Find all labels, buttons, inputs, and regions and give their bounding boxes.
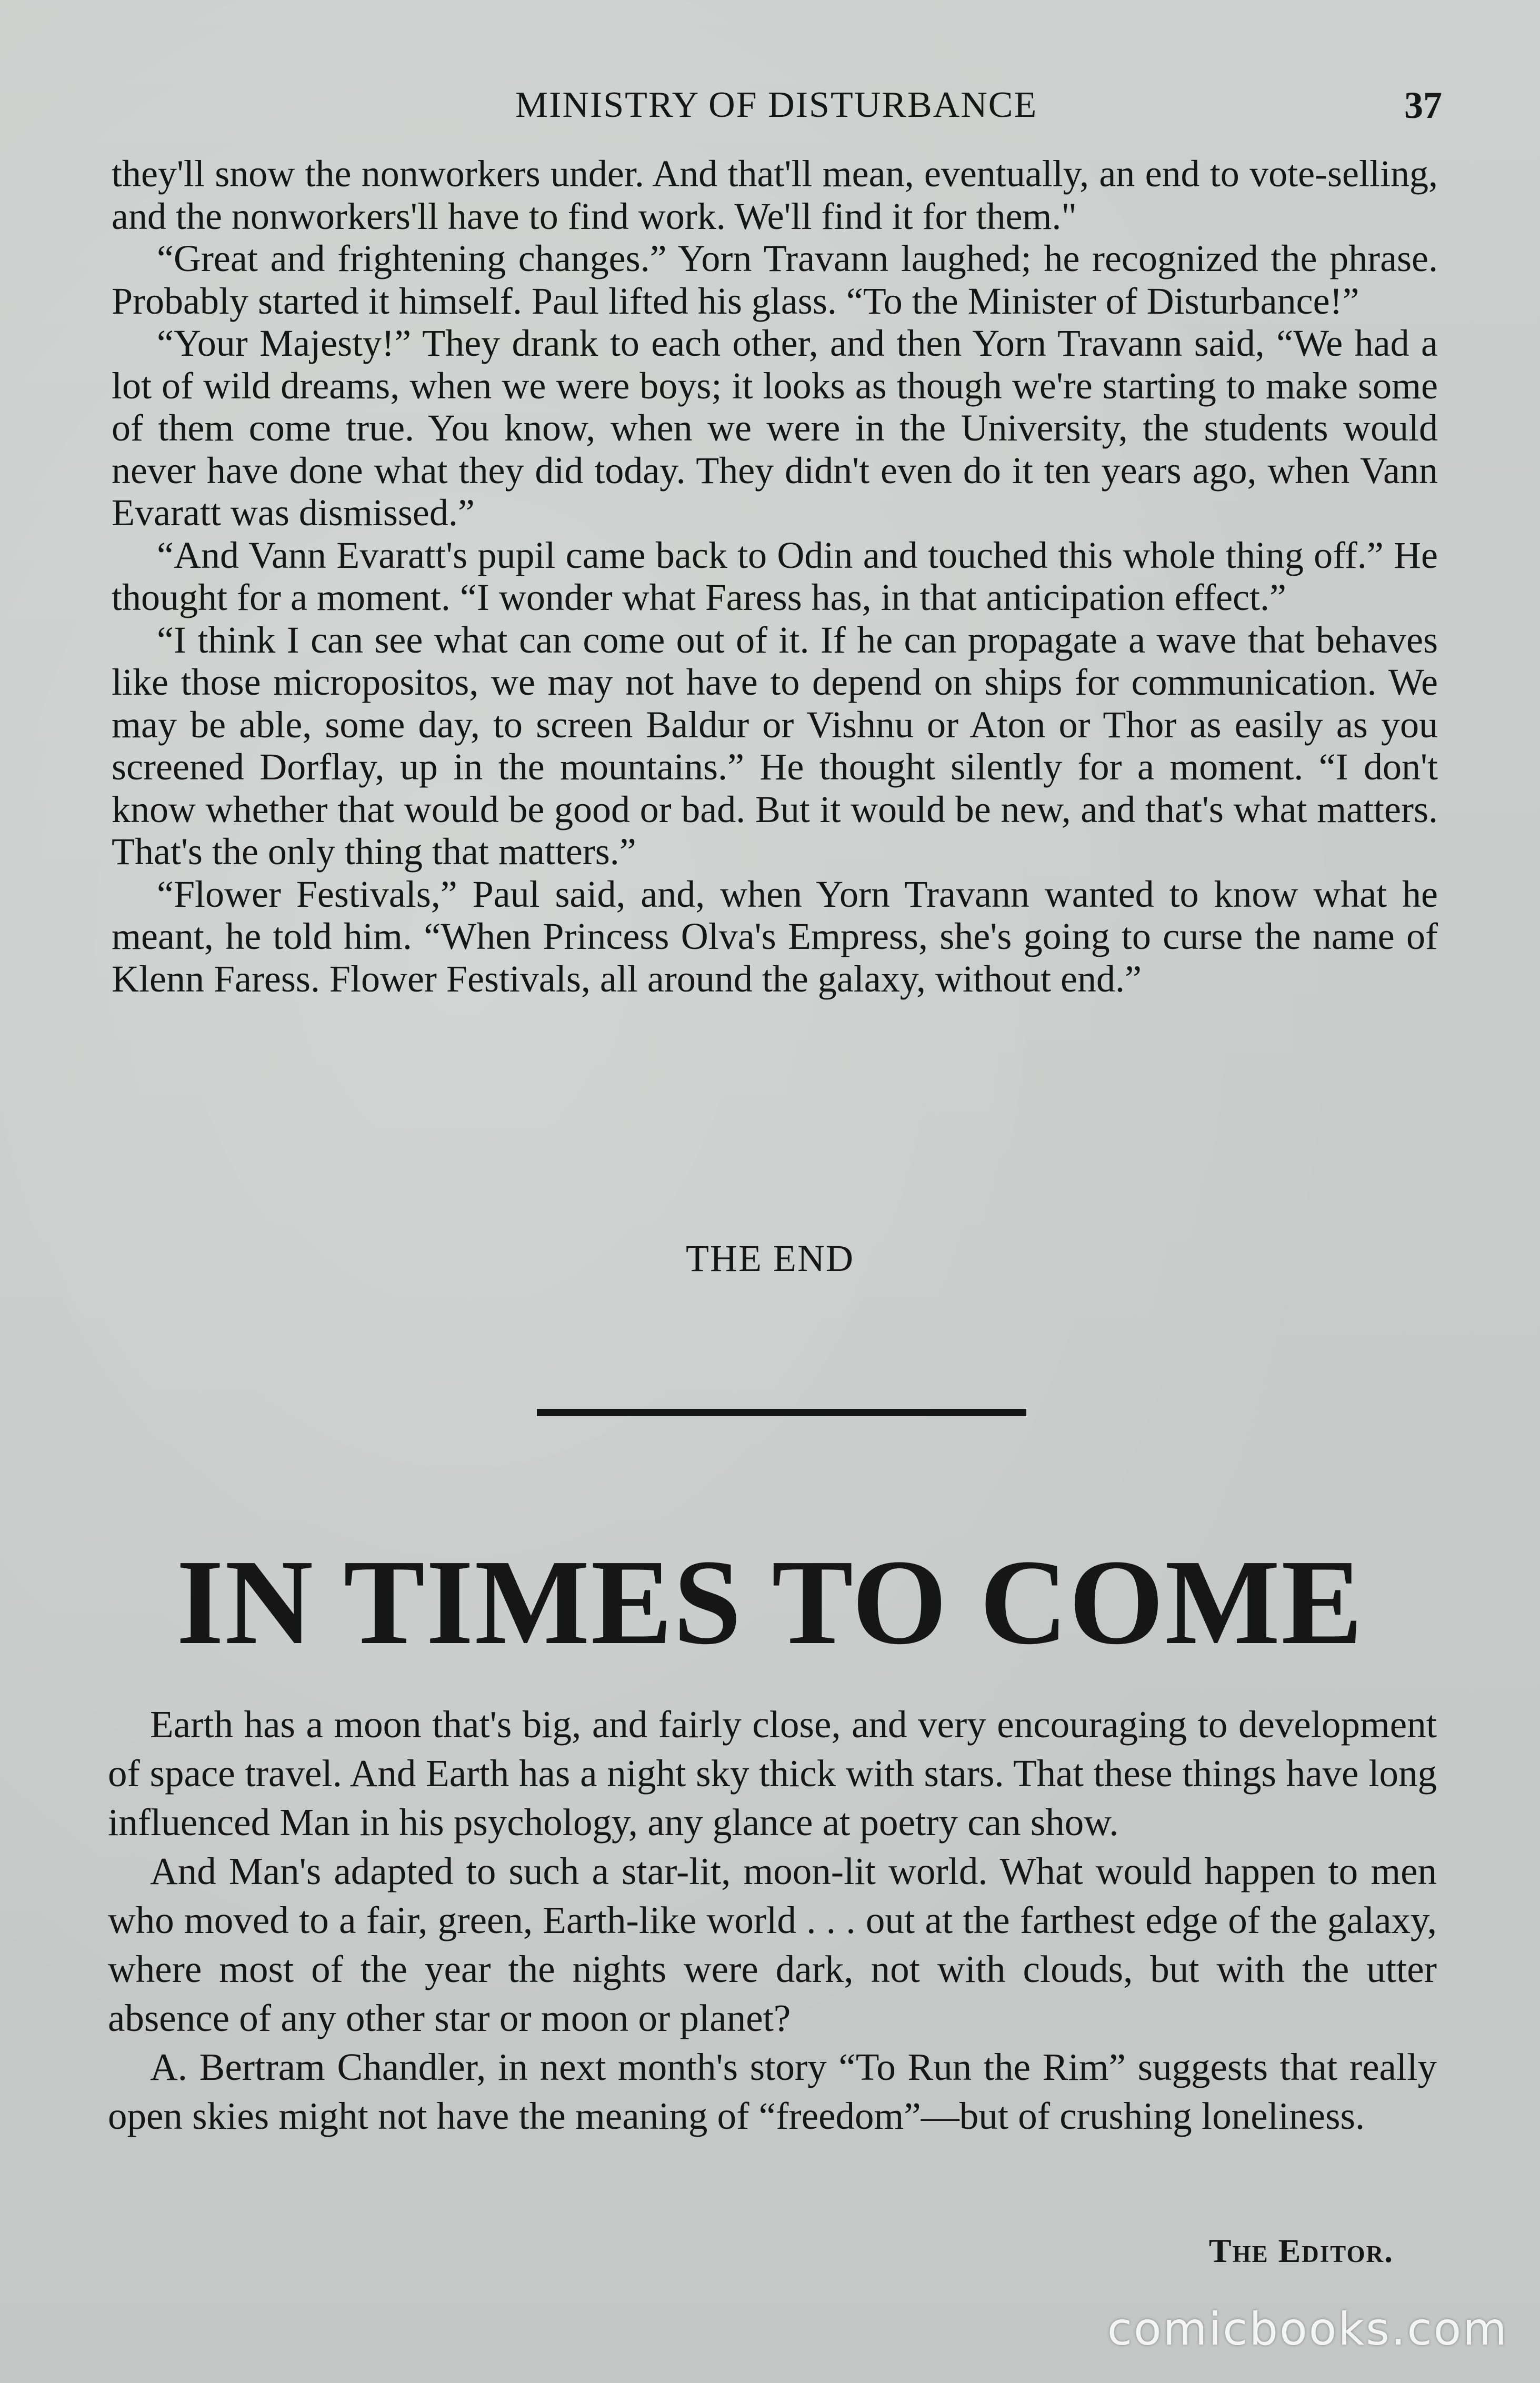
running-head — [111, 79, 1442, 132]
editorial-paragraph: Earth has a moon that's big, and fairly close, and very encouraging to development of space travel. And Earth has a night sky thick with stars. That these things have long influenced Man in his psychology, any glance at poetry can show. — [108, 1703, 1437, 1844]
story-text — [112, 153, 1438, 1000]
section-title: IN TIMES TO COME — [176, 1535, 1364, 1670]
story-paragraph: “Flower Festivals,” Paul said, and, when Yorn Travann wanted to know what he meant, he told him. “When Princess Olva's Empress, she's going to curse the name of Klenn Faress. Flower Festivals, all around the galaxy, without end.” — [112, 873, 1438, 1000]
editorial-text — [108, 1700, 1437, 2140]
section-divider — [537, 1409, 1026, 1416]
editorial-paragraph: A. Bertram Chandler, in next month's story “To Run the Rim” suggests that really open skies might not have the meaning of “freedom”—but of crushing loneliness. — [108, 2046, 1437, 2137]
the-end-marker: THE END — [686, 1237, 854, 1279]
site-watermark: comicbooks.com — [1107, 2303, 1508, 2356]
story-paragraph: “Your Majesty!” They drank to each other, and then Yorn Travann said, “We had a lot of wild dreams, when we were boys; it looks as though we're starting to make some of them come true. You know, when we were in the University, the students would never have done what they did today. They didn't even do it ten years ago, when Vann Evaratt was dismissed.” — [112, 322, 1438, 534]
story-paragraph: “Great and frightening changes.” Yorn Travann laughed; he recognized the phrase. Probably started it himself. Paul lifted his glass. “To the Minister of Disturbance!” — [112, 237, 1438, 322]
story-paragraph: “I think I can see what can come out of it. If he can propagate a wave that behaves like those micropositos, we may not have to depend on ships for communication. We may be able, some day, to screen Baldur or Vishnu or Aton or Thor as easily as you screened Dorflay, up in the mountains.” He thought silently for a moment. “I don't know whether that would be good or bad. But it would be new, and that's what matters. That's the only thing that matters.” — [112, 618, 1438, 873]
story-paragraph: “And Vann Evaratt's pupil came back to Odin and touched this whole thing off.” He thought for a moment. “I wonder what Faress has, in that anticipation effect.” — [112, 534, 1438, 618]
story-paragraph: they'll snow the nonworkers under. And that'll mean, eventually, an end to vote-selling, and the nonworkers'll have to find work. We'll find it for them." — [112, 153, 1438, 237]
running-title: MINISTRY OF DISTURBANCE — [515, 85, 1038, 125]
editor-signature: The Editor. — [1208, 2232, 1394, 2269]
editorial-paragraph: And Man's adapted to such a star-lit, moon-lit world. What would happen to men who moved to a fair, green, Earth-like world . . . out at the farthest edge of the galaxy, where most of the year the nights were dark, not with clouds, but with the utter absence of any other star or moon or planet? — [108, 1850, 1437, 2039]
page-number: 37 — [1404, 84, 1442, 126]
